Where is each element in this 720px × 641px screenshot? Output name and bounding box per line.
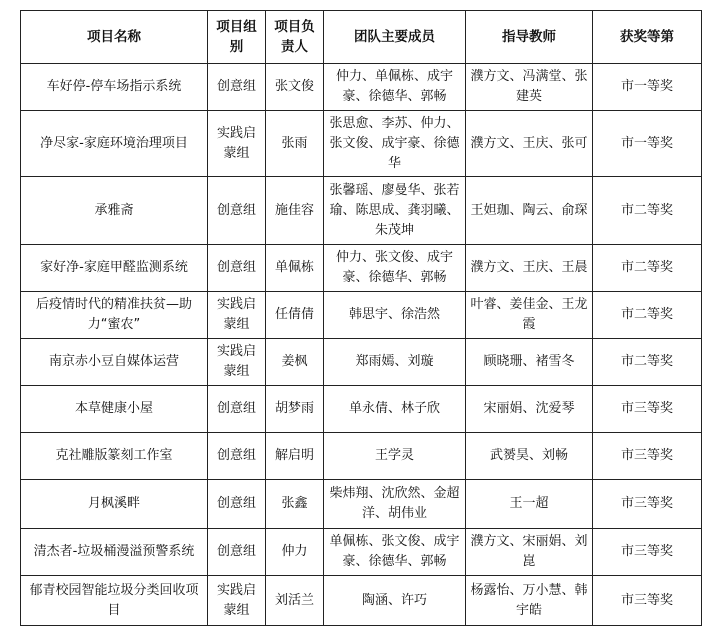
cell-award: 市三等奖 <box>593 576 702 626</box>
cell-project-name: 郁青校园智能垃圾分类回收项目 <box>21 576 208 626</box>
table-row <box>21 339 702 386</box>
cell-group: 实践启蒙组 <box>208 111 266 177</box>
cell-group: 创意组 <box>208 386 266 433</box>
cell-award: 市二等奖 <box>593 292 702 339</box>
cell-advisors: 濮方文、冯满堂、张建英 <box>466 64 593 111</box>
cell-advisors: 顾晓珊、褚雪冬 <box>466 339 593 386</box>
cell-advisors: 武赟昊、刘畅 <box>466 433 593 480</box>
cell-group: 实践启蒙组 <box>208 339 266 386</box>
table-row <box>21 64 702 111</box>
header-advisors: 指导教师 <box>466 11 593 64</box>
cell-group: 实践启蒙组 <box>208 576 266 626</box>
table-row <box>21 576 702 626</box>
cell-award: 市三等奖 <box>593 529 702 576</box>
cell-advisors: 王妲珈、陶云、俞琛 <box>466 177 593 245</box>
cell-award: 市二等奖 <box>593 177 702 245</box>
table-row <box>21 480 702 529</box>
cell-members: 张馨瑶、廖曼华、张若瑜、陈思成、龚羽曦、朱茂坤 <box>324 177 466 245</box>
cell-award: 市二等奖 <box>593 339 702 386</box>
cell-advisors: 濮方文、王庆、张可 <box>466 111 593 177</box>
cell-advisors: 宋丽娟、沈爱琴 <box>466 386 593 433</box>
cell-leader: 施佳容 <box>266 177 324 245</box>
cell-leader: 刘活兰 <box>266 576 324 626</box>
cell-award: 市二等奖 <box>593 245 702 292</box>
cell-members: 王学灵 <box>324 433 466 480</box>
cell-project-name: 南京赤小豆自媒体运营 <box>21 339 208 386</box>
cell-members: 郑雨嫣、刘璇 <box>324 339 466 386</box>
cell-members: 陶涵、许巧 <box>324 576 466 626</box>
table-row <box>21 386 702 433</box>
cell-award: 市三等奖 <box>593 433 702 480</box>
cell-group: 创意组 <box>208 245 266 292</box>
cell-leader: 解启明 <box>266 433 324 480</box>
cell-leader: 张雨 <box>266 111 324 177</box>
table-row <box>21 177 702 245</box>
cell-members: 单佩栋、张文俊、成宇豪、徐德华、郭畅 <box>324 529 466 576</box>
cell-project-name: 本草健康小屋 <box>21 386 208 433</box>
table-row <box>21 433 702 480</box>
cell-leader: 张文俊 <box>266 64 324 111</box>
cell-leader: 姜枫 <box>266 339 324 386</box>
cell-group: 创意组 <box>208 433 266 480</box>
cell-leader: 张鑫 <box>266 480 324 529</box>
cell-advisors: 濮方文、宋丽娟、刘崑 <box>466 529 593 576</box>
cell-advisors: 杨露怡、万小慧、韩宇皓 <box>466 576 593 626</box>
cell-advisors: 濮方文、王庆、王晨 <box>466 245 593 292</box>
cell-award: 市一等奖 <box>593 111 702 177</box>
cell-advisors: 叶睿、姜佳金、王龙霞 <box>466 292 593 339</box>
cell-group: 创意组 <box>208 480 266 529</box>
cell-members: 单永倩、林子欣 <box>324 386 466 433</box>
header-award: 获奖等第 <box>593 11 702 64</box>
header-team-members: 团队主要成员 <box>324 11 466 64</box>
cell-group: 创意组 <box>208 529 266 576</box>
cell-leader: 单佩栋 <box>266 245 324 292</box>
table-row <box>21 529 702 576</box>
table-row <box>21 245 702 292</box>
cell-project-name: 家好净-家庭甲醛监测系统 <box>21 245 208 292</box>
cell-project-name: 承雅斋 <box>21 177 208 245</box>
table-row <box>21 111 702 177</box>
cell-project-name: 克社雕版篆刻工作室 <box>21 433 208 480</box>
cell-award: 市三等奖 <box>593 386 702 433</box>
cell-project-name: 月枫溪畔 <box>21 480 208 529</box>
header-project-group: 项目组别 <box>208 11 266 64</box>
cell-group: 实践启蒙组 <box>208 292 266 339</box>
cell-members: 韩思宇、徐浩然 <box>324 292 466 339</box>
header-project-name: 项目名称 <box>21 11 208 64</box>
cell-members: 仲力、张文俊、成宇豪、徐德华、郭畅 <box>324 245 466 292</box>
cell-award: 市三等奖 <box>593 480 702 529</box>
cell-leader: 仲力 <box>266 529 324 576</box>
cell-project-name: 车好停-停车场指示系统 <box>21 64 208 111</box>
awards-table <box>20 10 702 626</box>
cell-project-name: 后疫情时代的精准扶贫—助力“蜜农” <box>21 292 208 339</box>
cell-project-name: 净尽家-家庭环境治理项目 <box>21 111 208 177</box>
cell-leader: 任倩倩 <box>266 292 324 339</box>
table-header-row <box>21 11 702 64</box>
cell-group: 创意组 <box>208 64 266 111</box>
cell-leader: 胡梦雨 <box>266 386 324 433</box>
cell-group: 创意组 <box>208 177 266 245</box>
cell-members: 柴炜翔、沈欣然、金超洋、胡伟业 <box>324 480 466 529</box>
cell-advisors: 王一超 <box>466 480 593 529</box>
cell-project-name: 清杰者-垃圾桶漫溢预警系统 <box>21 529 208 576</box>
cell-members: 仲力、单佩栋、成宇豪、徐德华、郭畅 <box>324 64 466 111</box>
cell-award: 市一等奖 <box>593 64 702 111</box>
cell-members: 张思愈、李苏、仲力、张文俊、成宇豪、徐德华 <box>324 111 466 177</box>
table-row <box>21 292 702 339</box>
header-project-leader: 项目负责人 <box>266 11 324 64</box>
